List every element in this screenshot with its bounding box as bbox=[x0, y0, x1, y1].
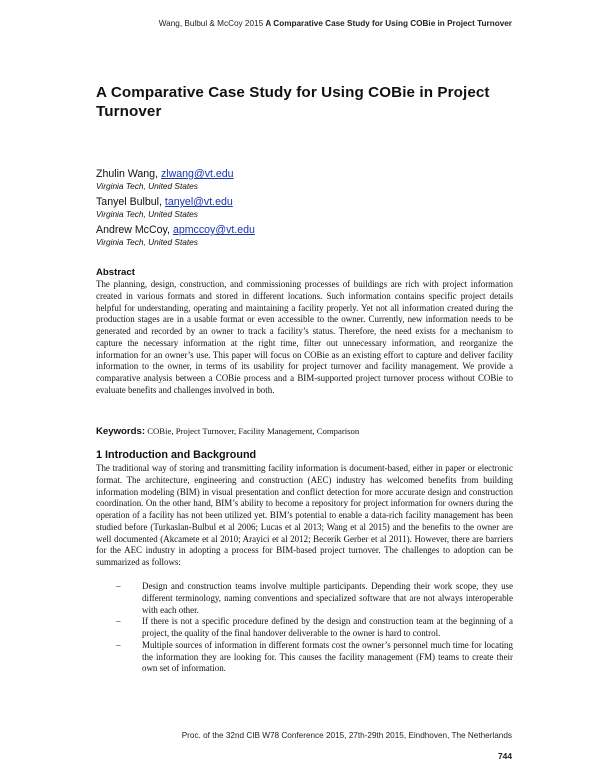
list-item bbox=[96, 640, 513, 675]
author-name: Andrew McCoy, bbox=[96, 224, 173, 236]
keywords-line bbox=[96, 426, 513, 437]
author-name-line bbox=[96, 196, 233, 209]
list-item-text: If there is not a specific procedure defined by the design and construction team at the beginning of a project, the quality of the final handover deliverable to the owner is hard to control. bbox=[142, 616, 513, 638]
abstract-heading: Abstract bbox=[96, 267, 135, 278]
list-item bbox=[96, 616, 513, 640]
challenges-list bbox=[96, 581, 513, 675]
author-name: Tanyel Bulbul, bbox=[96, 196, 165, 208]
running-header-authors: Wang, Bulbul & McCoy 2015 bbox=[158, 19, 264, 28]
author-affiliation: Virginia Tech, United States bbox=[96, 181, 198, 191]
author-affiliation: Virginia Tech, United States bbox=[96, 237, 198, 247]
author-block-3 bbox=[96, 224, 255, 248]
author-email-link[interactable]: zlwang@vt.edu bbox=[160, 168, 234, 180]
abstract-text: The planning, design, construction, and commissioning processes of buildings are rich with project information created in various formats and stored in different locations. Such information contains specific project details helpful for understanding, operating and maintaining a facility properly. Yet not all information created during the production stages are in a usable format or even accessible to the owner. Currently, new information needs to be generated and recorded by an owner to track a facility’s status. Therefore, the need exists for a mechanism to capture the necessary information at the right time, filter out unnecessary information, and reorganize the information for an owner’s use. This paper will focus on COBie as an existing effort to capture and deliver facility information to the owner, in terms of its usability for project turnover and facility management. We provide a comparative analysis between a COBie process and a BIM-supported project turnover process without COBie to evaluate benefits and challenges involved in both. bbox=[96, 279, 513, 395]
author-affiliation: Virginia Tech, United States bbox=[96, 209, 198, 219]
list-item bbox=[96, 581, 513, 616]
running-header-title: A Comparative Case Study for Using COBie in Project Turnover bbox=[265, 19, 512, 28]
section-heading: 1 Introduction and Background bbox=[96, 449, 257, 461]
section-paragraph: The traditional way of storing and transmitting facility information is document-based, either in paper or electronic format. The architecture, engineering and construction (AEC) industry has welcomed benefits from building information modeling (BIM) in visual presentation and conflict detection for more accurate design and construction coordination. On the other hand, BIM’s ability to become a repository for project information for owners during the operation of a facility has not been utilized yet. BIM’s potential to enable a data-rich facility management has been studied before (Turkaslan-Bulbul et al 2006; Lucas et al 2013; Wang et al 2015) and the benefits to the owner are well documented (Akcamete et al 2010; Arayici et al 2012; Becerik Gerber et al 2011). However, there are barriers for the AEC industry in adopting a process for BIM-based project turnover. The challenges to adoption can be summarized as follows: bbox=[96, 463, 513, 567]
proceedings-footer: Proc. of the 32nd CIB W78 Conference 2015, 27th-29th 2015, Eindhoven, The Netherlands bbox=[181, 731, 512, 740]
author-email-link[interactable]: apmccoy@vt.edu bbox=[172, 224, 255, 236]
bullet-marker: – bbox=[116, 616, 121, 627]
running-header bbox=[159, 19, 512, 28]
author-name: Zhulin Wang, bbox=[96, 168, 161, 180]
list-item-text: Multiple sources of information in different formats cost the owner’s personnel much time for locating the information they are looking for. This causes the facility management (FM) teams to create their own set of information. bbox=[142, 639, 513, 674]
author-block-1 bbox=[96, 168, 234, 192]
author-name-line bbox=[96, 224, 255, 237]
bullet-marker: – bbox=[116, 581, 121, 591]
author-email-link[interactable]: tanyel@vt.edu bbox=[164, 196, 233, 208]
bullet-marker: – bbox=[116, 639, 121, 650]
page-number: 744 bbox=[498, 751, 512, 761]
keywords-label: Keywords: bbox=[96, 426, 146, 437]
list-item-text: Design and construction teams involve multiple participants. Depending their work scope, they use different terminology, naming conventions and specialized software that are not always interoperable with each other. bbox=[142, 581, 513, 615]
keywords-text: COBie, Project Turnover, Facility Management, Comparison bbox=[145, 426, 360, 436]
author-name-line bbox=[96, 168, 234, 181]
author-block-2 bbox=[96, 196, 233, 220]
paper-title: A Comparative Case Study for Using COBie in Project Turnover bbox=[96, 84, 490, 120]
